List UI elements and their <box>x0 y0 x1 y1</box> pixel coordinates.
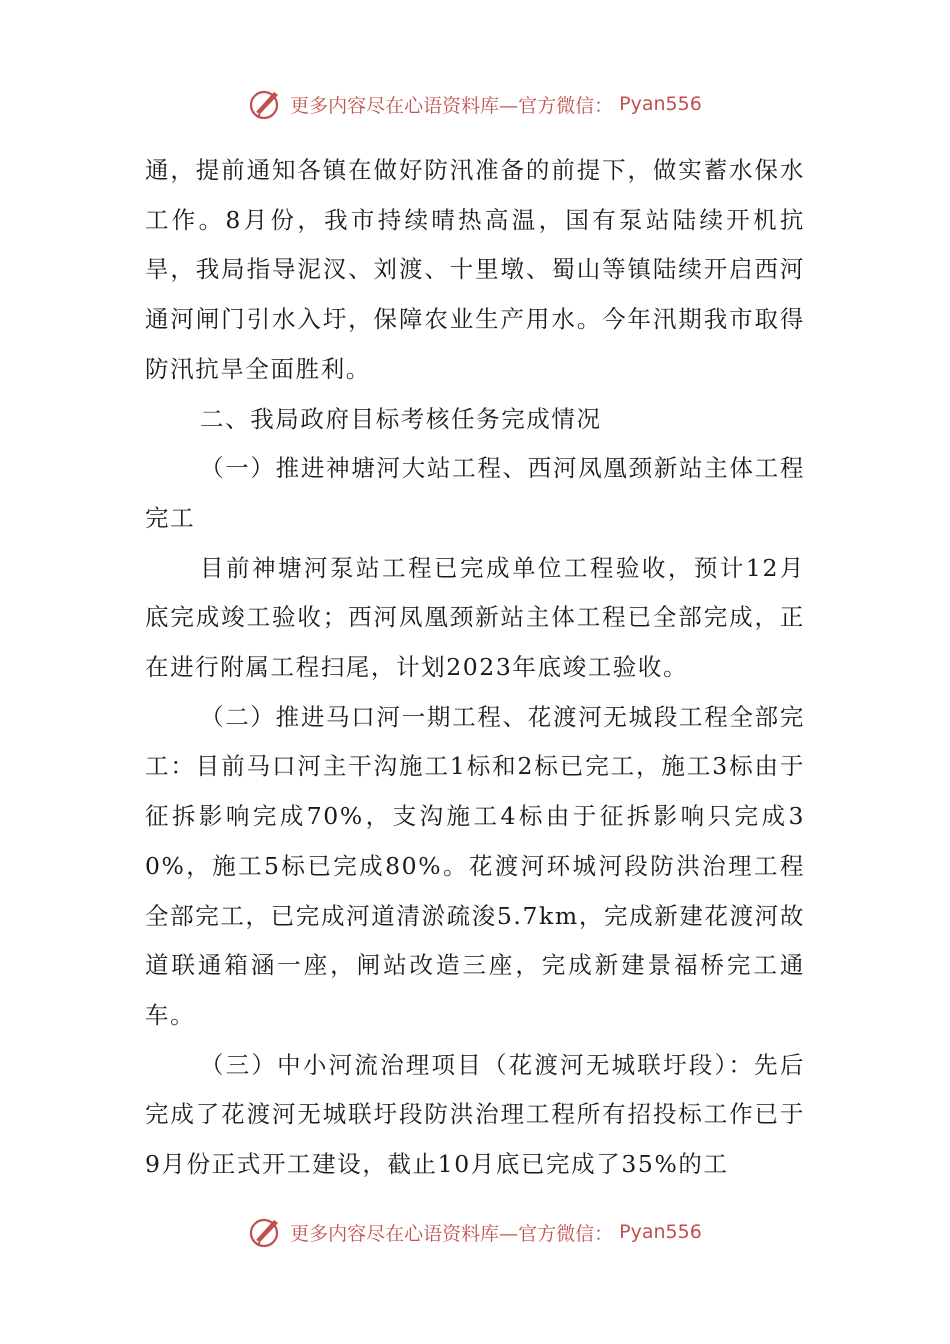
document-body <box>145 146 805 1190</box>
subsection-3: （三）中小河流治理项目（花渡河无城联圩段）：先后完成了花渡河无城联圩段防洪治理工程所有招投标工作已于9月份正式开工建设，截止10月底已完成了35%的工 <box>145 1050 805 1179</box>
watermark-handle: Pyan556 <box>619 1221 702 1243</box>
watermark-text: 更多内容尽在心语资料库—官方微信： <box>290 94 614 117</box>
subsection-heading-1: （一）推进神塘河大站工程、西河凤凰颈新站主体工程完工 <box>145 454 805 532</box>
paragraph-1: 目前神塘河泵站工程已完成单位工程验收，预计12月底完成竣工验收；西河凤凰颈新站主体工程已全部完成，正在进行附属工程扫尾，计划2023年底竣工验收。 <box>145 553 805 682</box>
quill-logo-icon <box>248 86 284 122</box>
paragraph-continuation: 通，提前通知各镇在做好防汛准备的前提下，做实蓄水保水工作。8月份，我市持续晴热高温，国有泵站陆续开机抗旱，我局指导泥汊、刘渡、十里墩、蜀山等镇陆续开启西河通河闸门引水入圩，保障农业生产用水。今年汛期我市取得防汛抗旱全面胜利。 <box>145 156 805 383</box>
watermark-banner-top <box>0 82 950 126</box>
watermark-handle: Pyan556 <box>619 93 702 115</box>
watermark-text: 更多内容尽在心语资料库—官方微信： <box>290 1222 614 1245</box>
quill-logo-icon <box>248 1214 284 1250</box>
subsection-2: （二）推进马口河一期工程、花渡河无城段工程全部完工：目前马口河主干沟施工1标和2标已完工，施工3标由于征拆影响完成70%，支沟施工4标由于征拆影响只完成30%，施工5标已完成80%。花渡河环城河段防洪治理工程全部完工，已完成河道清淤疏浚5.7km，完成新建花渡河故道联通箱涵一座，闸站改造三座，完成新建景福桥完工通车。 <box>145 702 805 1029</box>
watermark-banner-bottom <box>0 1210 950 1254</box>
section-heading: 二、我局政府目标考核任务完成情况 <box>200 404 602 433</box>
